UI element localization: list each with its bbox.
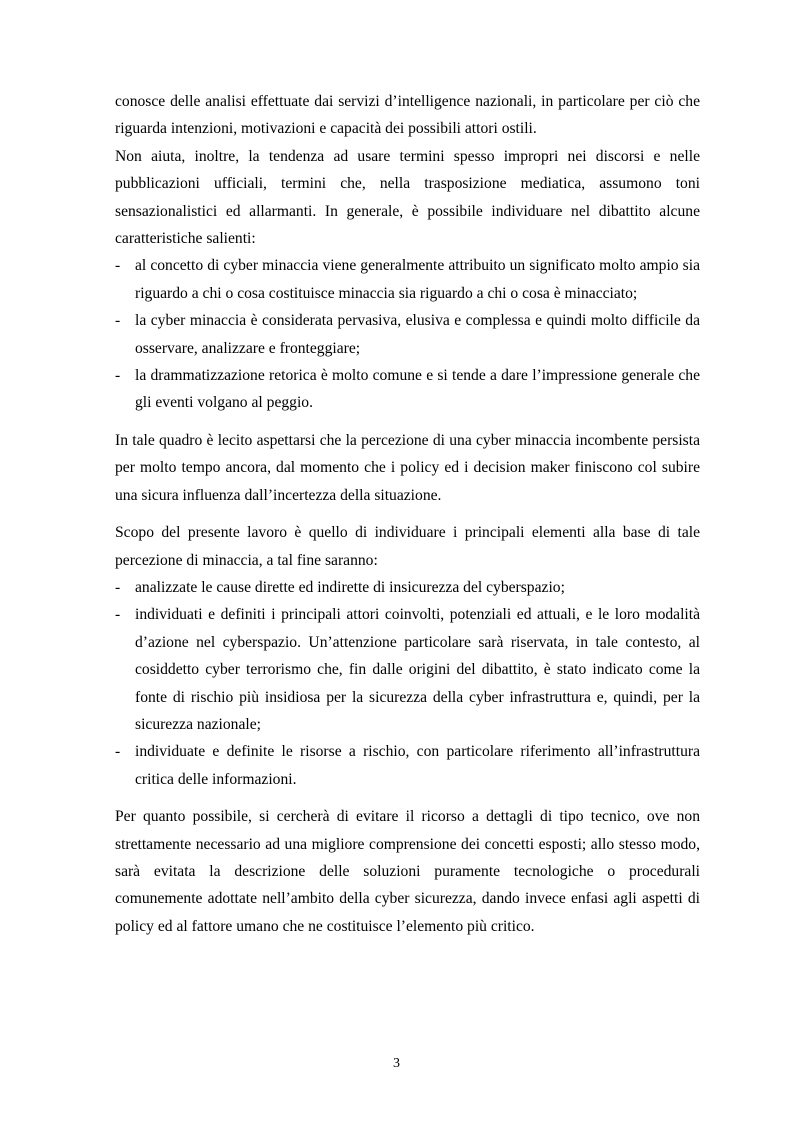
list-item — [115, 738, 700, 793]
list-item-text: la drammatizzazione retorica è molto comune e si tende a dare l’impressione generale che gli eventi volgano al peggio. — [135, 367, 700, 412]
list-dash: - — [115, 606, 121, 624]
paragraph-terminology: Non aiuta, inoltre, la tendenza ad usare termini spesso impropri nei discorsi e nelle pubblicazioni ufficiali, termini che, nella trasposizione mediatica, assumono toni sensazionalistici ed allarmanti. In generale, è possibile individuare nel dibattito alcune caratteristiche salienti: — [115, 147, 700, 248]
list-item-text: individuate e definite le risorse a rischio, con particolare riferimento all’infrastruttura critica delle informazioni. — [135, 743, 700, 788]
paragraph-approach: Per quanto possibile, si cercherà di evitare il ricorso a dettagli di tipo tecnico, ove non strettamente necessario ad una migliore comprensione dei concetti esposti; allo stesso modo, sarà evitata la descrizione delle soluzioni puramente tecnologiche o procedurali comunemente adottate nell’ambito della cyber sicurezza, dando invece enfasi agli aspetti di policy ed al fattore umano che ne costituisce l’elemento più critico. — [115, 808, 700, 935]
list-item-text: analizzate le cause dirette ed indirette di insicurezza del cyberspazio; — [135, 578, 565, 596]
list-item — [115, 252, 700, 307]
list-dash: - — [115, 578, 121, 596]
list-item — [115, 574, 700, 601]
list-item-text: la cyber minaccia è considerata pervasiva, elusiva e complessa e quindi molto difficile da osservare, analizzare e fronteggiare; — [135, 312, 700, 357]
page-number: 3 — [393, 1056, 400, 1071]
list-item-text: al concetto di cyber minaccia viene generalmente attribuito un significato molto ampio sia riguardo a chi o cosa costituisce minaccia sia riguardo a chi o cosa è minacciato; — [135, 257, 700, 302]
paragraph-perception: In tale quadro è lecito aspettarsi che la percezione di una cyber minaccia incombente persista per molto tempo ancora, dal momento che i policy ed i decision maker finiscono col subire una sicura influenza dall’incertezza della situazione. — [115, 431, 700, 504]
body-text — [115, 88, 700, 940]
list-item — [115, 307, 700, 362]
list-debate-characteristics — [115, 252, 700, 416]
list-dash: - — [115, 367, 121, 385]
list-item-text: individuati e definiti i principali attori coinvolti, potenziali ed attuali, e le loro modalità d’azione nel cyberspazio. Un’attenzione particolare sarà riservata, in tale contesto, al cosiddetto cyber terrorismo che, fin dalle origini del dibattito, è stato indicato come la fonte di rischio più insidiosa per la sicurezza della cyber infrastruttura e, quindi, per la sicurezza nazionale; — [135, 606, 700, 733]
paragraph-intelligence: conosce delle analisi effettuate dai servizi d’intelligence nazionali, in particolare per ciò che riguarda intenzioni, motivazioni e capacità dei possibili attori ostili. — [115, 93, 700, 138]
paragraph-scope: Scopo del presente lavoro è quello di individuare i principali elementi alla base di tale percezione di minaccia, a tal fine saranno: — [115, 524, 700, 569]
list-dash: - — [115, 257, 121, 275]
list-dash: - — [115, 743, 121, 761]
list-item — [115, 362, 700, 417]
list-work-goals — [115, 574, 700, 793]
list-dash: - — [115, 312, 121, 330]
list-item — [115, 601, 700, 738]
